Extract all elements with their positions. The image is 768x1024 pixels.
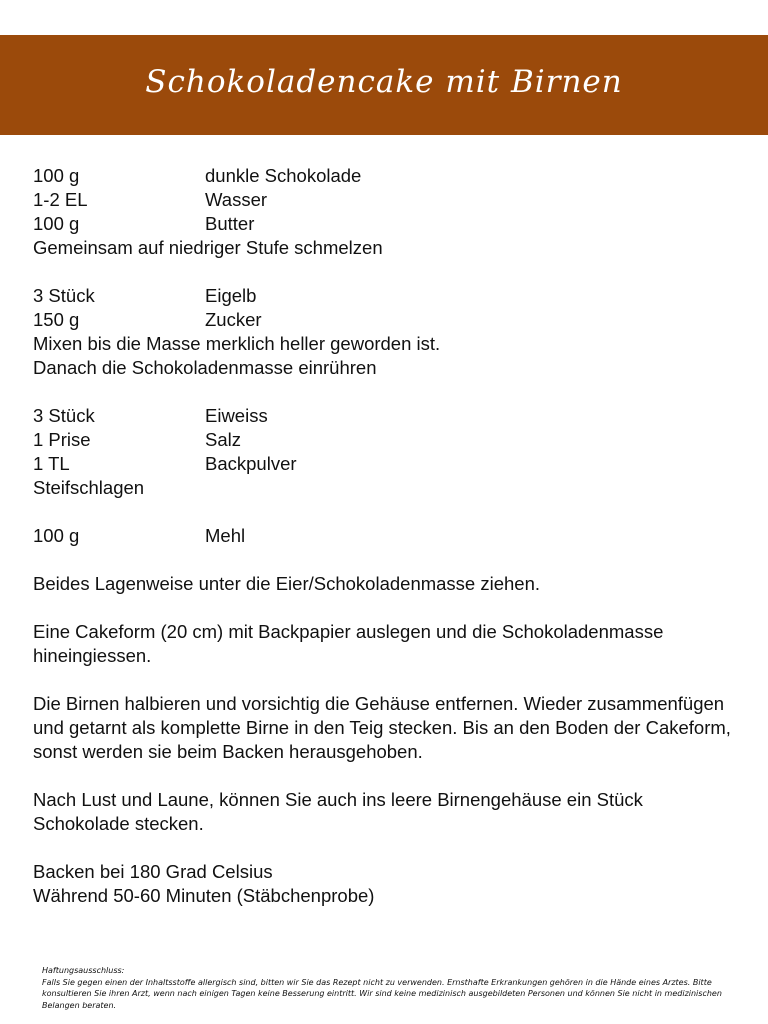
recipe-body: [33, 164, 733, 908]
ingredient-quantity: 100 g: [33, 213, 80, 234]
ingredient-name: Butter: [205, 213, 255, 234]
ingredient-quantity: 150 g: [33, 309, 80, 330]
ingredient-quantity: 100 g: [33, 525, 80, 546]
ingredient-row: [33, 524, 733, 548]
ingredient-row: [33, 212, 733, 236]
ingredient-name: dunkle Schokolade: [205, 165, 362, 186]
ingredient-quantity: 100 g: [33, 165, 80, 186]
ingredient-row: [33, 188, 733, 212]
instruction-text: Backen bei 180 Grad Celsius: [33, 861, 273, 882]
instruction-text: Steifschlagen: [33, 477, 145, 498]
instruction-text: Mixen bis die Masse merklich heller geworden ist.: [33, 333, 441, 354]
ingredient-quantity: 3 Stück: [33, 285, 95, 306]
ingredient-quantity: 3 Stück: [33, 405, 95, 426]
page-title: Schokoladencake mit Birnen: [145, 64, 623, 100]
ingredient-row: [33, 428, 733, 452]
ingredient-name: Mehl: [205, 525, 246, 546]
ingredient-name: Backpulver: [205, 453, 297, 474]
ingredient-name: Wasser: [205, 189, 268, 210]
ingredient-quantity: 1 Prise: [33, 429, 91, 450]
disclaimer: [42, 965, 732, 1011]
instruction-text: Nach Lust und Laune, können Sie auch ins leere Birnengehäuse ein Stück Schokolade stecken.: [33, 789, 643, 834]
ingredient-name: Eigelb: [205, 285, 257, 306]
title-banner: [0, 35, 768, 135]
ingredient-quantity: 1 TL: [33, 453, 70, 474]
disclaimer-title: Haftungsausschluss:: [42, 966, 125, 975]
ingredient-row: [33, 452, 733, 476]
ingredient-row: [33, 308, 733, 332]
ingredient-name: Eiweiss: [205, 405, 268, 426]
instruction-text: Danach die Schokoladenmasse einrühren: [33, 357, 377, 378]
ingredient-row: [33, 404, 733, 428]
instruction-text: Gemeinsam auf niedriger Stufe schmelzen: [33, 237, 383, 258]
ingredient-row: [33, 284, 733, 308]
ingredient-name: Salz: [205, 429, 241, 450]
instruction-text: Während 50-60 Minuten (Stäbchenprobe): [33, 885, 375, 906]
ingredient-quantity: 1-2 EL: [33, 189, 88, 210]
disclaimer-text: Falls Sie gegen einen der Inhaltsstoffe allergisch sind, bitten wir Sie das Rezept nicht zu verwenden. Ernsthafte Erkrankungen gehören in die Hände eines Arztes. Bitte konsultieren Sie ihren Arzt, wenn nach einigen Tagen keine Besserung eintritt. Wir sind keine medizinisch ausgebildeten Personen und können Sie nicht in medizinischen Belangen beraten.: [42, 977, 722, 1010]
instruction-text: Eine Cakeform (20 cm) mit Backpapier auslegen und die Schokoladenmasse hineingiessen.: [33, 621, 664, 666]
ingredient-name: Zucker: [205, 309, 262, 330]
instruction-text: Beides Lagenweise unter die Eier/Schokoladenmasse ziehen.: [33, 573, 541, 594]
instruction-text: Die Birnen halbieren und vorsichtig die Gehäuse entfernen. Wieder zusammenfügen und getarnt als komplette Birne in den Teig stecken. Bis an den Boden der Cakeform, sonst werden sie beim Backen herausgehoben.: [33, 693, 731, 762]
ingredient-row: [33, 164, 733, 188]
